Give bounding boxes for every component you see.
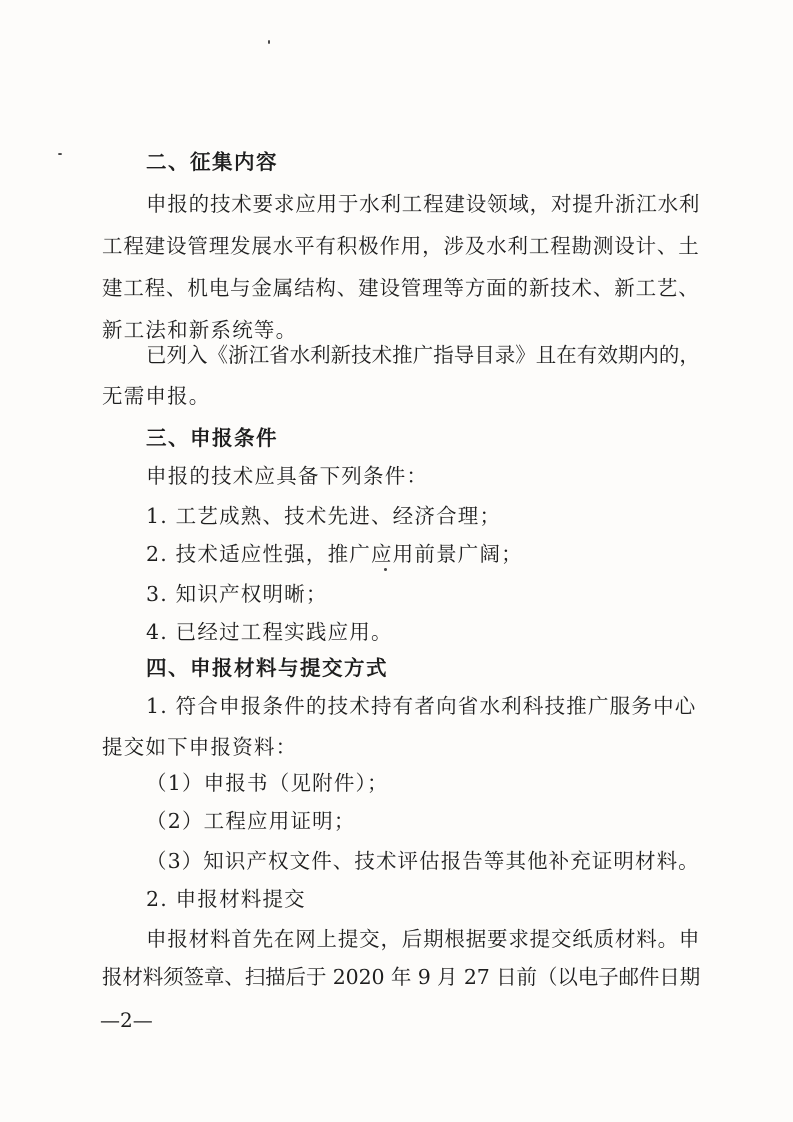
paragraph-line: 申报的技术应具备下列条件： [146,464,429,488]
scan-speck [384,568,387,571]
list-item: 2. 申报材料提交 [146,887,306,911]
paragraph-line: 申报的技术要求应用于水利工程建设领域，对提升浙江水利 [146,192,701,216]
paragraph-line: 无需申报。 [102,384,211,408]
list-item: （1）申报书（见附件）； [146,771,389,795]
section-heading-conditions: 三、申报条件 [146,426,278,450]
list-item: 4. 已经过工程实践应用。 [146,620,393,644]
paragraph-line: 报材料须签章、扫描后于 2020 年 9 月 27 日前（以电子邮件日期 [102,965,701,989]
paragraph-line: 申报材料首先在网上提交，后期根据要求提交纸质材料。申 [146,927,701,951]
scan-speck [268,40,270,44]
paragraph-line: 提交如下申报资料： [102,735,298,759]
section-heading-materials: 四、申报材料与提交方式 [146,656,388,680]
paragraph-line: 工程建设管理发展水平有积极作用，涉及水利工程勘测设计、土 [102,234,700,258]
list-item: （3）知识产权文件、技术评估报告等其他补充证明材料。 [146,849,700,873]
list-item: 1. 工艺成熟、技术先进、经济合理； [146,504,502,528]
list-item: 3. 知识产权明晰； [146,582,328,606]
paragraph-line: 已列入《浙江省水利新技术推广指导目录》且在有效期内的， [146,343,700,367]
list-item: （2）工程应用证明； [146,809,356,833]
paragraph-line: 1. 符合申报条件的技术持有者向省水利科技推广服务中心 [146,694,697,718]
list-item: 2. 技术适应性强，推广应用前景广阔； [146,542,523,566]
section-heading-content: 二、征集内容 [146,150,278,174]
page-number: —2— [100,1008,153,1032]
paragraph-line: 建工程、机电与金属结构、建设管理等方面的新技术、新工艺、 [102,276,700,300]
scan-speck [58,153,62,155]
paragraph-line: 新工法和新系统等。 [102,318,298,342]
